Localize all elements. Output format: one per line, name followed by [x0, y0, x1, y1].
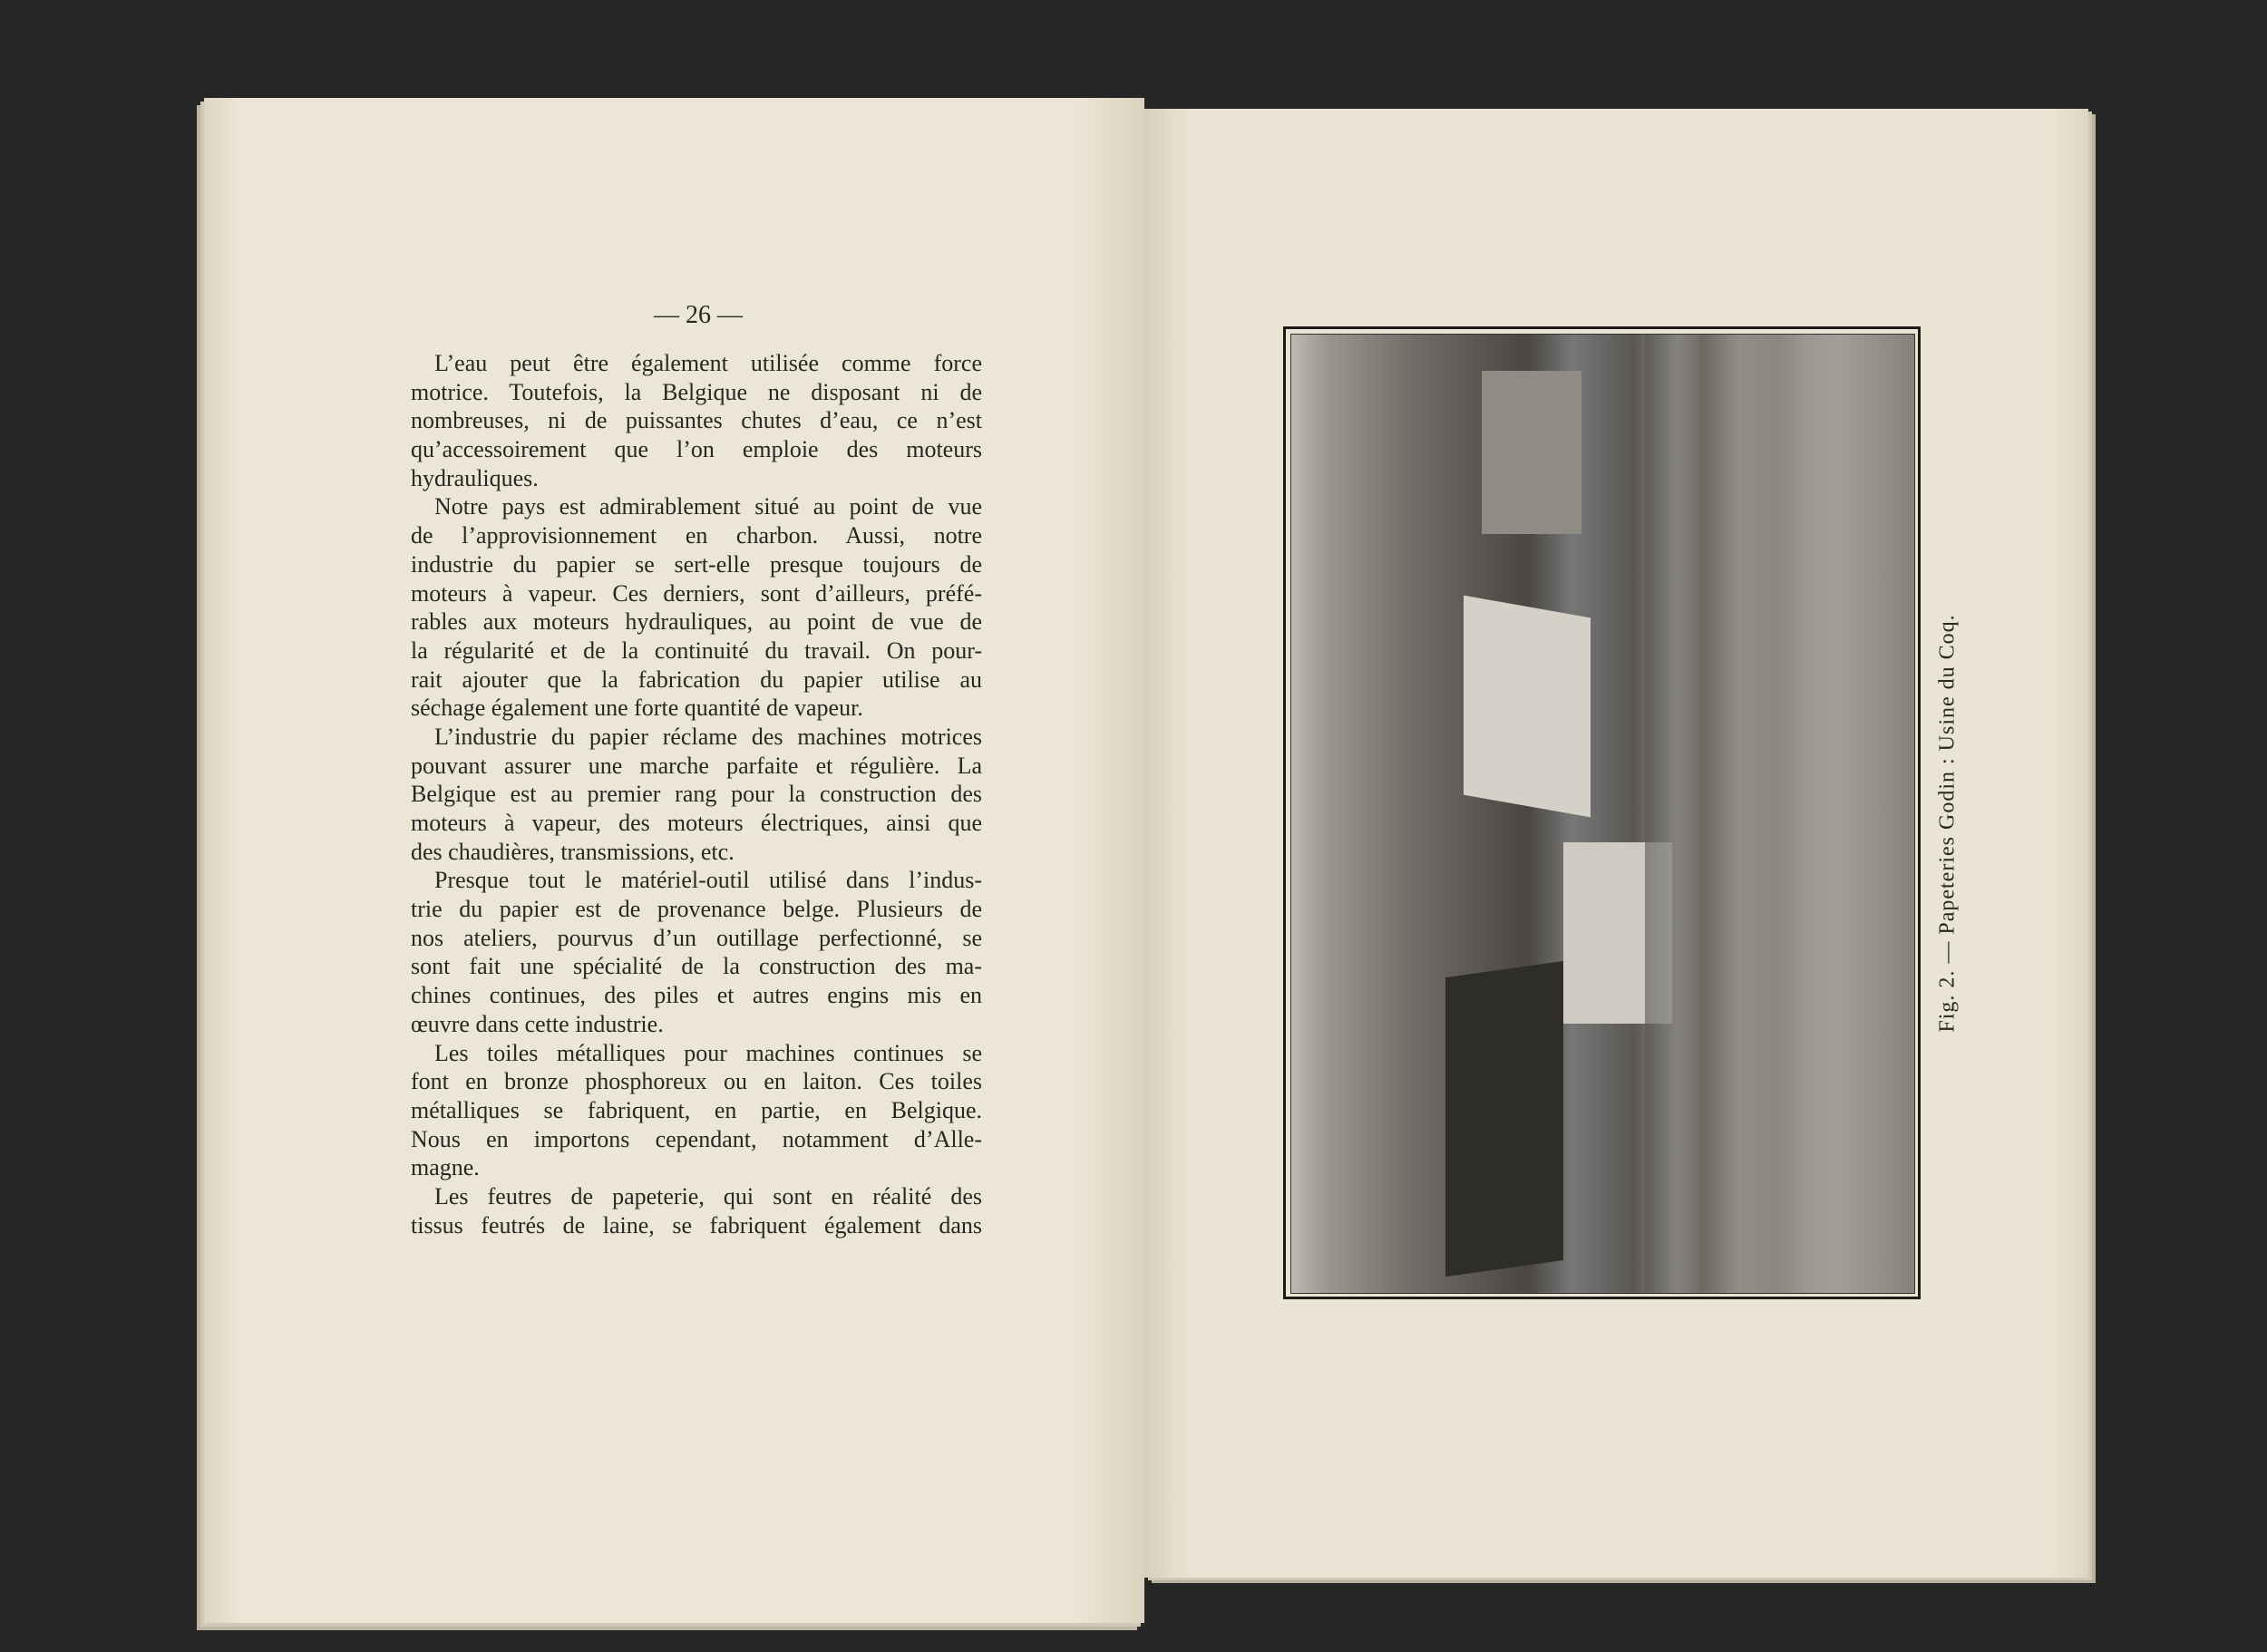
text-line: tissus feutrés de laine, se fabriquent également dans — [411, 1211, 982, 1239]
text-line: Presque tout le matériel-outil utilisé dans l’indus- — [434, 867, 982, 894]
text-line: motrice. Toutefois, la Belgique ne disposant ni de — [411, 378, 982, 405]
text-line: des chaudières, transmissions, etc. — [411, 838, 735, 865]
page-number: — 26 — — [654, 301, 743, 329]
text-line: trie du papier est de provenance belge. Plusieurs de — [411, 896, 982, 923]
text-line: Belgique est au premier rang pour la construction des — [411, 781, 982, 808]
text-line: rables aux moteurs hydrauliques, au point de vue de — [411, 608, 982, 636]
text-line: font en bronze phosphoreux ou en laiton. Ces toiles — [411, 1068, 982, 1095]
figure-photo — [1283, 326, 1921, 1299]
text-line: rait ajouter que la fabrication du papier utilise au — [411, 666, 982, 693]
figure-caption: Fig. 2. — Papeteries Godin : Usine du Coq. — [1935, 614, 1960, 1033]
text-line: Nous en importons cependant, notamment d’Alle- — [411, 1125, 982, 1152]
text-line: L’industrie du papier réclame des machines motrices — [434, 723, 982, 750]
text-line: moteurs à vapeur, des moteurs électriques, ainsi que — [411, 810, 982, 836]
text-line: pouvant assurer une marche parfaite et régulière. La — [411, 752, 982, 779]
text-line: industrie du papier se sert-elle presque toujours de — [411, 550, 982, 578]
text-line: Les feutres de papeterie, qui sont en réalité des — [434, 1182, 982, 1210]
text-line: Les toiles métalliques pour machines continues se — [434, 1039, 982, 1066]
text-line: nombreuses, ni de puissantes chutes d’eau, ce n’est — [411, 407, 982, 434]
text-line: œuvre dans cette industrie. — [411, 1010, 664, 1037]
text-line: hydrauliques. — [411, 464, 539, 491]
text-line: de l’approvisionnement en charbon. Aussi, notre — [411, 522, 982, 549]
text-line: magne. — [411, 1154, 480, 1181]
text-line: chines continues, des piles et autres engins mis en — [411, 982, 982, 1009]
text-line: séchage également une forte quantité de vapeur. — [411, 695, 863, 722]
text-line: L’eau peut être également utilisée comme force — [434, 350, 982, 376]
text-line: moteurs à vapeur. Ces derniers, sont d’ailleurs, préfé- — [411, 579, 982, 607]
body-text — [411, 349, 982, 1239]
text-line: sont fait une spécialité de la construction des ma- — [411, 953, 982, 980]
text-line: Notre pays est admirablement situé au point de vue — [434, 493, 982, 520]
text-line: nos ateliers, pourvus d’un outillage perfectionné, se — [411, 924, 982, 951]
text-line: la régularité et de la continuité du travail. On pour- — [411, 637, 982, 664]
text-line: qu’accessoirement que l’on emploie des moteurs — [411, 436, 982, 463]
text-line: métalliques se fabriquent, en partie, en Belgique. — [411, 1096, 982, 1123]
factory-aerial-photo — [1290, 334, 1915, 1294]
